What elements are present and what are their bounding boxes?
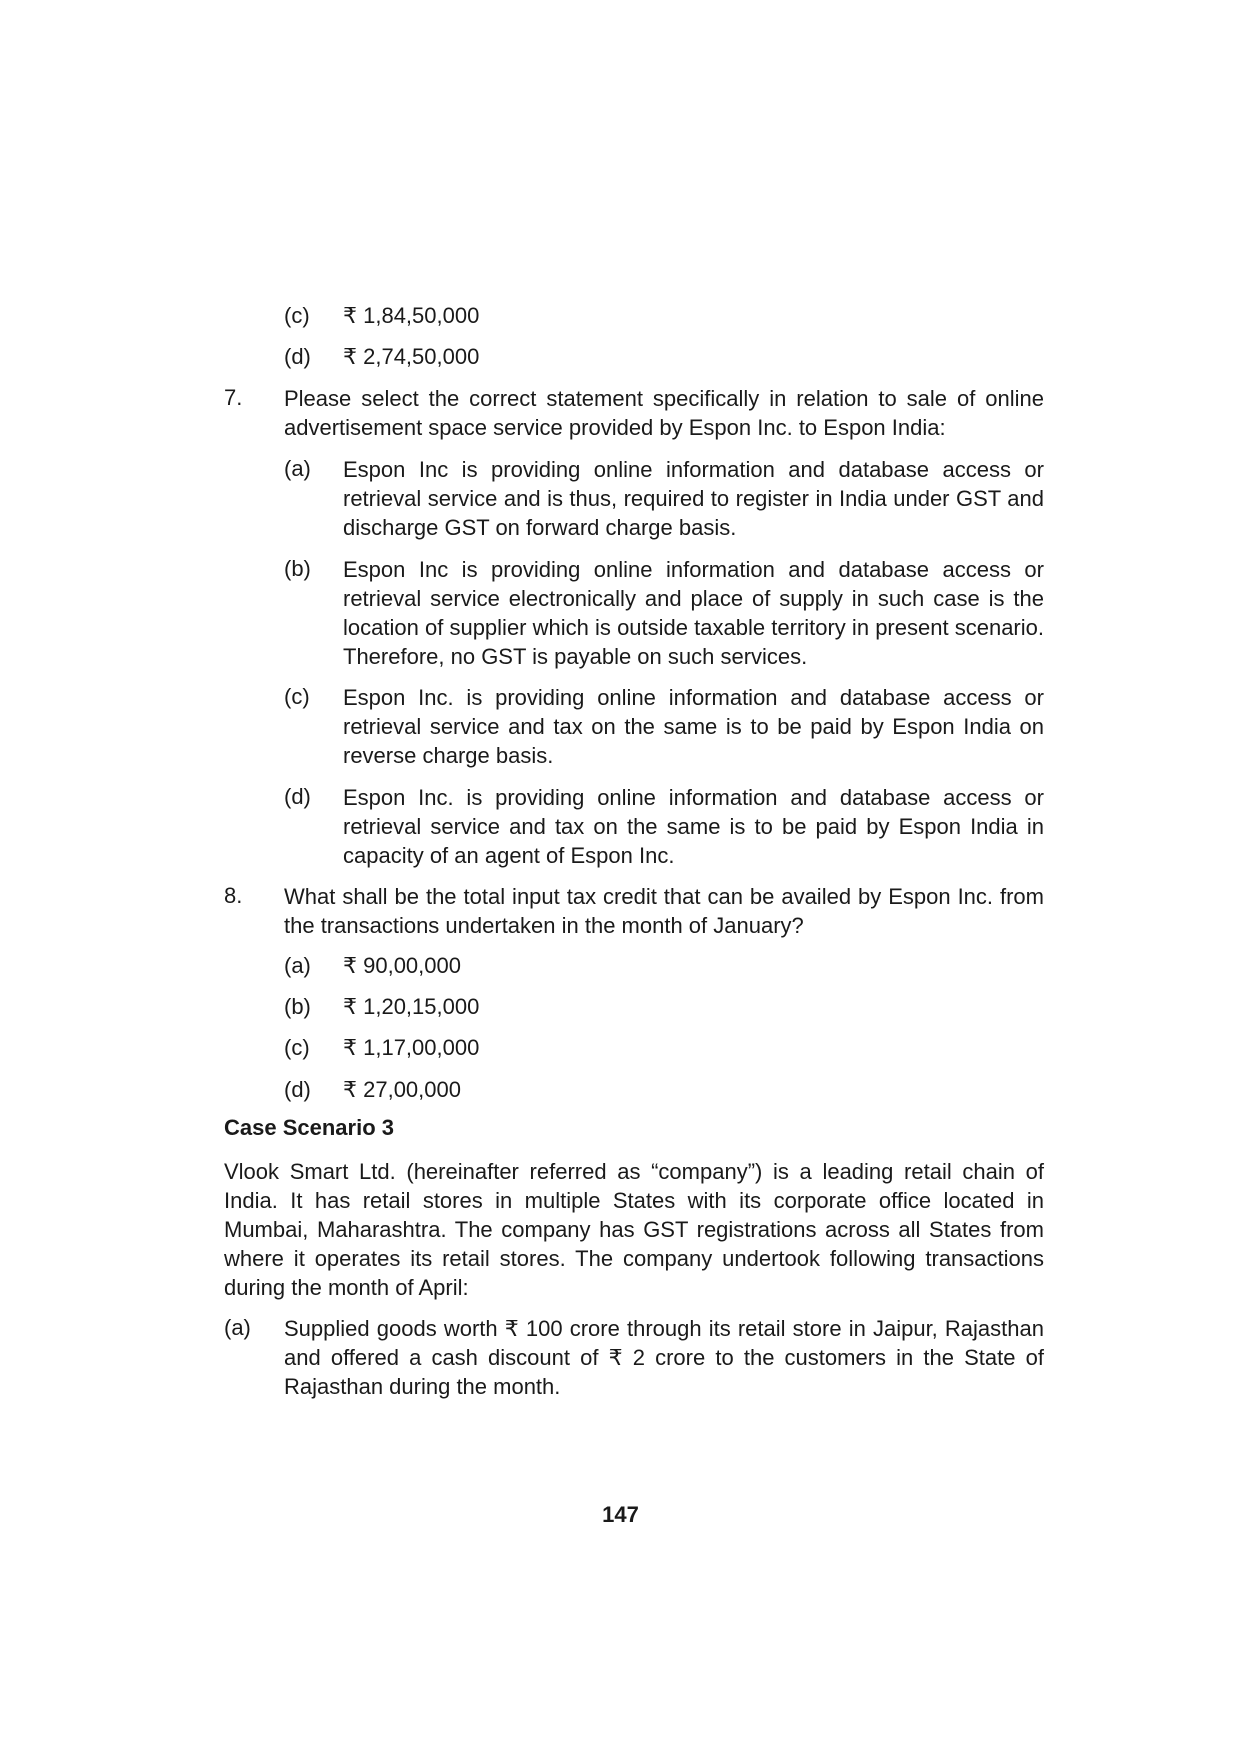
page-number: 147 xyxy=(602,1502,639,1527)
q7-option-c-text: Espon Inc. is providing online information and database access or retrieval service and tax on the same is to be paid by Espon India on reverse charge basis. xyxy=(343,685,1044,768)
prev-option-c-text: ₹ 1,84,50,000 xyxy=(343,303,480,328)
q8-option-b-text: ₹ 1,20,15,000 xyxy=(343,994,480,1019)
q8-option-a-label: (a) xyxy=(284,953,311,978)
q8-option-b-label: (b) xyxy=(284,994,311,1019)
q7-number: 7. xyxy=(224,385,243,410)
q7-option-d-label: (d) xyxy=(284,784,311,809)
prev-option-d-text: ₹ 2,74,50,000 xyxy=(343,344,480,369)
q7-option-c-label: (c) xyxy=(284,684,310,709)
case-scenario-paragraph: Vlook Smart Ltd. (hereinafter referred as “company”) is a leading retail chain of India. It has retail stores in multiple States with its corporate office located in Mumbai, Maharashtra. The company has GST registrations across all States from where it operates its retail stores. The company undertook following transactions during the month of April: xyxy=(224,1159,1044,1300)
q8-number: 8. xyxy=(224,883,243,908)
q7-text: Please select the correct statement specifically in relation to sale of online advertisement space service provided by Espon Inc. to Espon India: xyxy=(284,386,1044,440)
q7-option-a-text: Espon Inc is providing online information and database access or retrieval service and is thus, required to register in India under GST and discharge GST on forward charge basis. xyxy=(343,457,1044,540)
q8-option-d-text: ₹ 27,00,000 xyxy=(343,1077,461,1102)
q8-option-d-label: (d) xyxy=(284,1077,311,1102)
prev-option-d-label: (d) xyxy=(284,344,311,369)
prev-option-c-label: (c) xyxy=(284,303,310,328)
q7-option-b-label: (b) xyxy=(284,556,311,581)
q8-option-c-text: ₹ 1,17,00,000 xyxy=(343,1035,480,1060)
q8-option-c-label: (c) xyxy=(284,1035,310,1060)
q8-option-a-text: ₹ 90,00,000 xyxy=(343,953,461,978)
case-item-a-text: Supplied goods worth ₹ 100 crore through its retail store in Jaipur, Rajasthan and offered a cash discount of ₹ 2 crore to the customers in the State of Rajasthan during the month. xyxy=(284,1316,1044,1399)
q7-option-a-label: (a) xyxy=(284,456,311,481)
q7-option-b-text: Espon Inc is providing online information and database access or retrieval service electronically and place of supply in such case is the location of supplier which is outside taxable territory in present scenario. Therefore, no GST is payable on such services. xyxy=(343,557,1044,669)
q8-text: What shall be the total input tax credit that can be availed by Espon Inc. from the transactions undertaken in the month of January? xyxy=(284,884,1044,938)
q7-option-d-text: Espon Inc. is providing online information and database access or retrieval service and tax on the same is to be paid by Espon India in capacity of an agent of Espon Inc. xyxy=(343,785,1044,868)
case-item-a-label: (a) xyxy=(224,1315,251,1340)
case-scenario-heading: Case Scenario 3 xyxy=(224,1115,394,1140)
